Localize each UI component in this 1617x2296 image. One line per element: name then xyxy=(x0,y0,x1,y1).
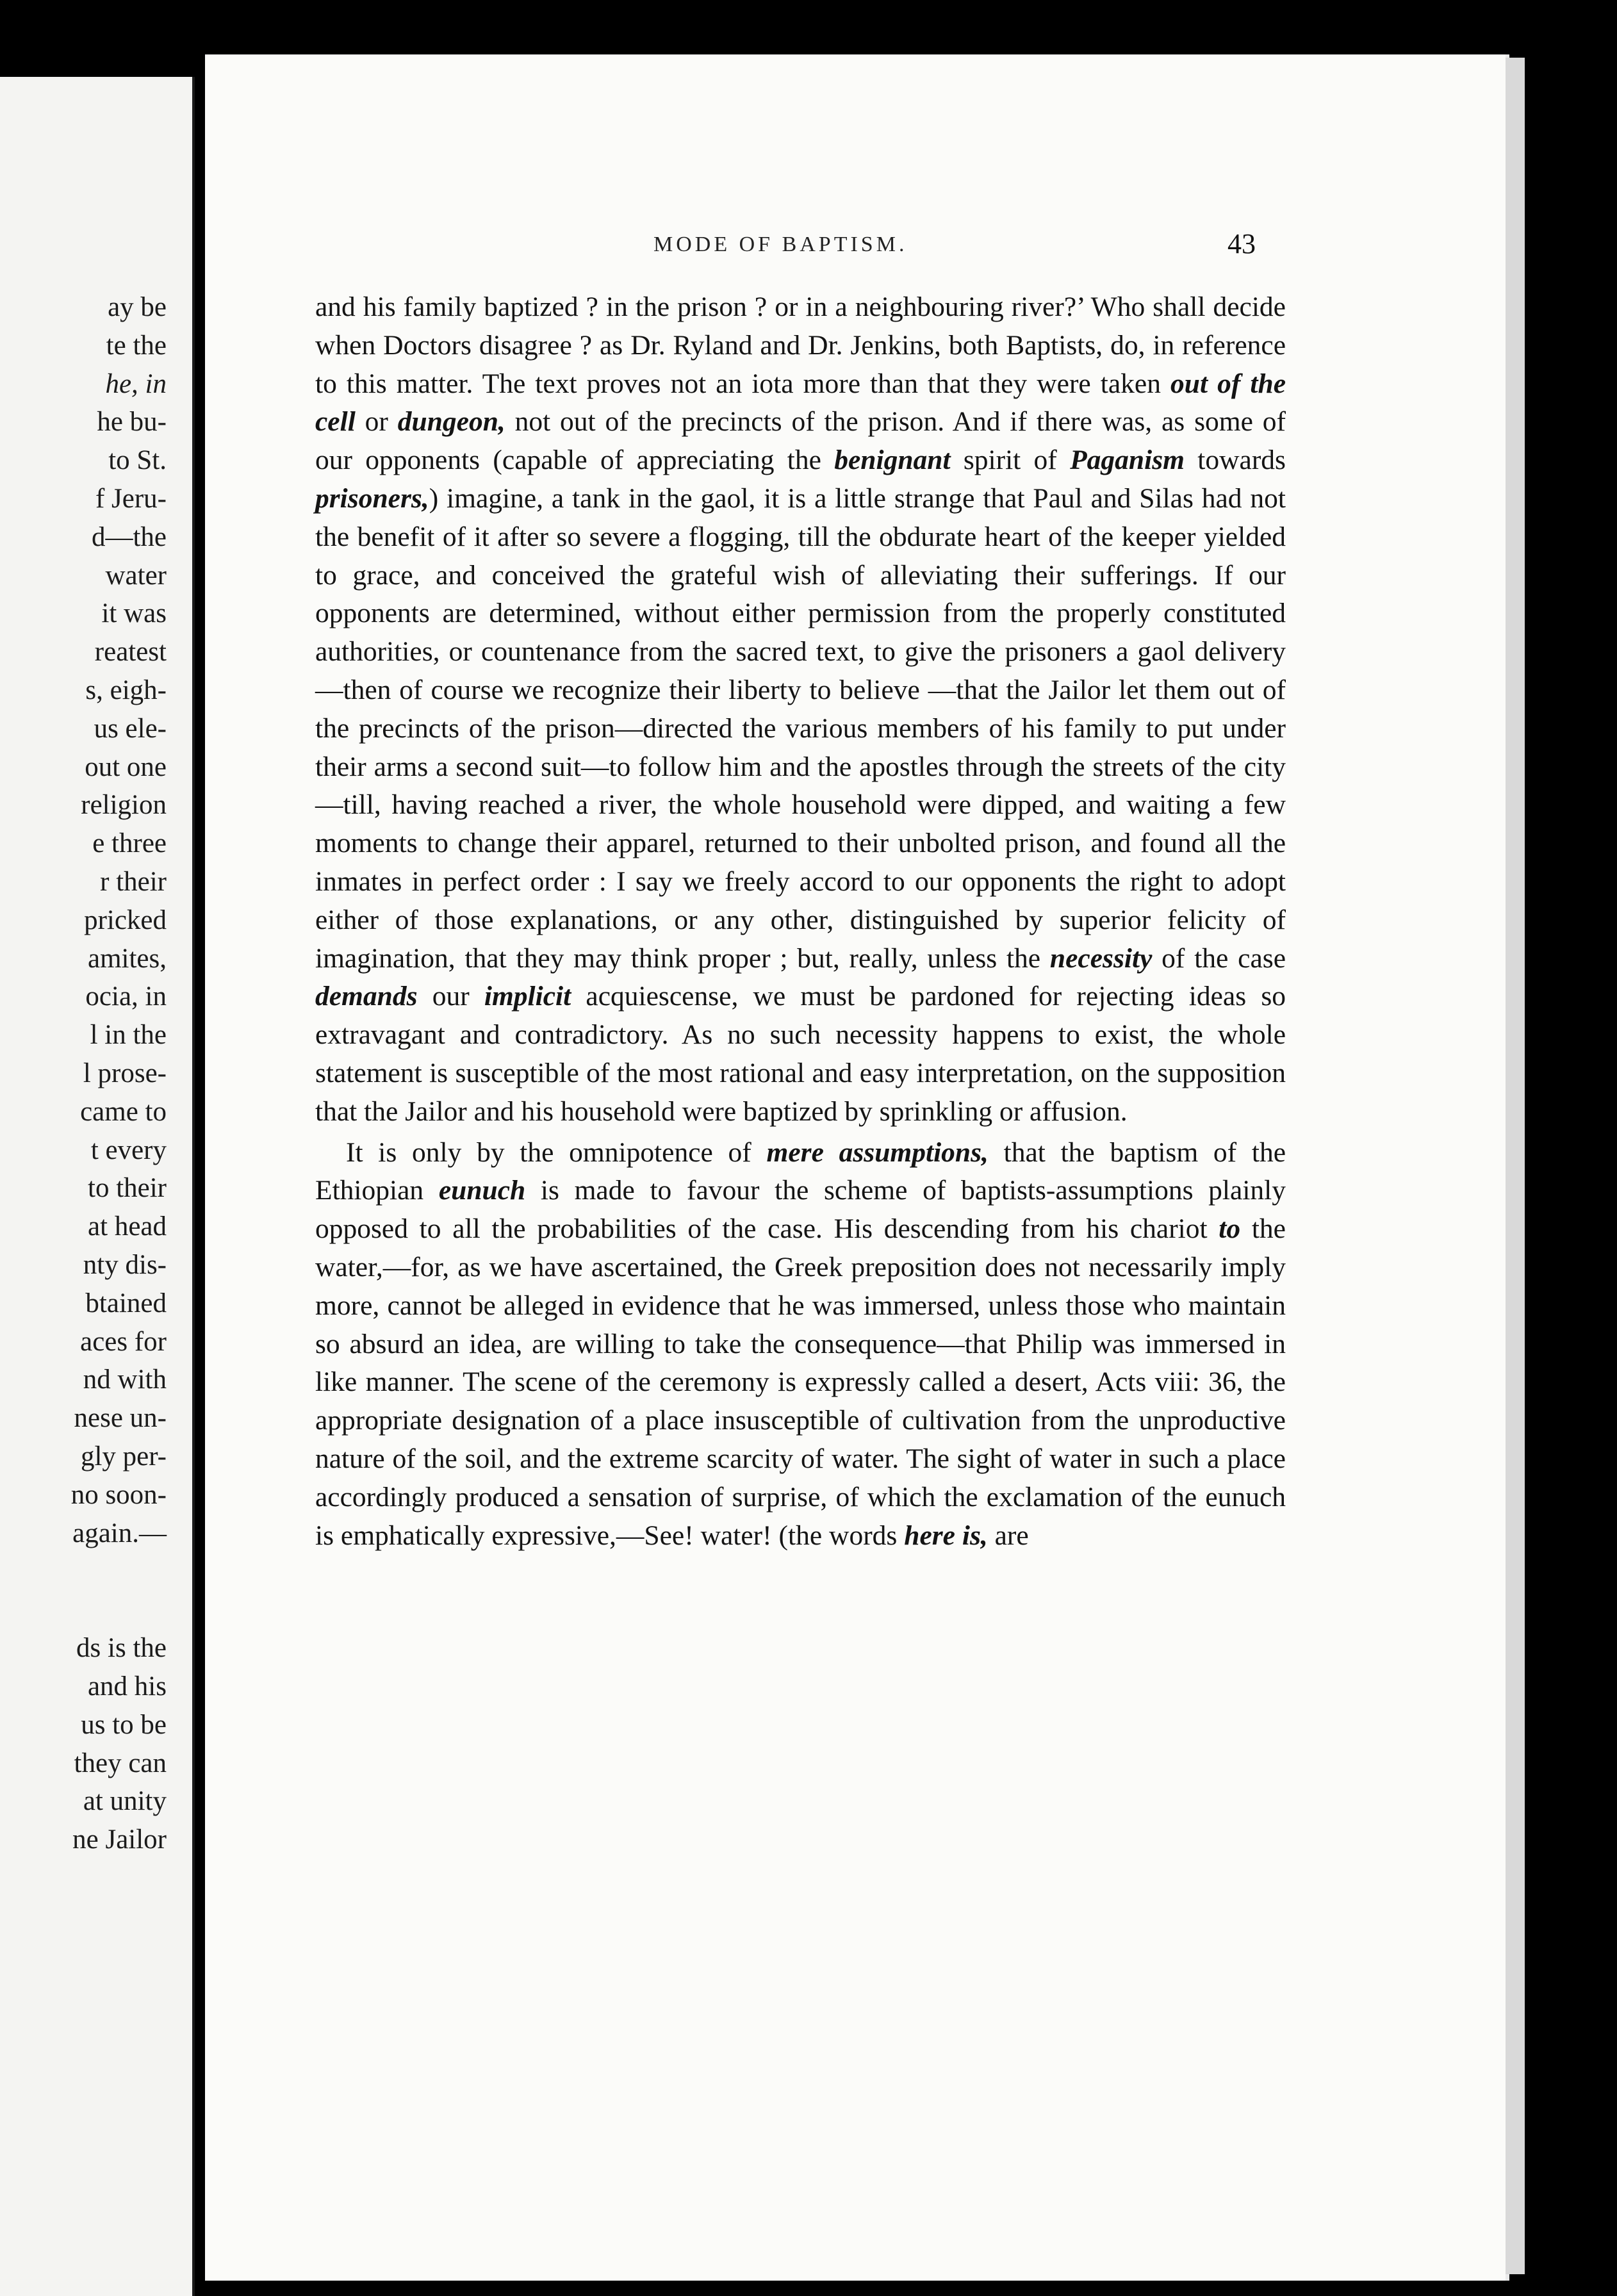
line-fragment: again.— xyxy=(72,1518,167,1548)
line-fragment: and his xyxy=(87,1671,167,1702)
page-edge-shadow xyxy=(1506,58,1525,2274)
line-fragment: at unity xyxy=(83,1786,167,1817)
line-fragment: ds is the xyxy=(76,1633,167,1664)
italic-run: benignant xyxy=(834,445,951,476)
text-run: or xyxy=(355,406,398,438)
previous-page-fragment xyxy=(0,77,195,2296)
line-fragment: s, eigh- xyxy=(85,675,167,705)
page-body xyxy=(315,288,1286,1555)
text-run: are xyxy=(987,1520,1029,1551)
italic-run: mere assumptions, xyxy=(766,1136,989,1168)
line-fragment: l prose- xyxy=(83,1058,167,1088)
italic-run: to xyxy=(1219,1213,1241,1245)
line-fragment: came to xyxy=(80,1096,167,1127)
line-fragment: he, in xyxy=(105,368,167,399)
line-fragment: aces for xyxy=(80,1326,167,1357)
text-run: of the case xyxy=(1152,942,1286,974)
line-fragment: religion xyxy=(81,790,167,821)
line-fragment: at head xyxy=(88,1211,167,1242)
line-fragment: te the xyxy=(106,330,167,361)
line-fragment: ne Jailor xyxy=(72,1824,167,1855)
line-fragment: d—the xyxy=(91,521,167,552)
line-fragment: amites, xyxy=(88,943,167,974)
book-page xyxy=(205,54,1506,2281)
text-run: that the baptism of the Ethiopian xyxy=(315,1136,1286,1206)
paragraph xyxy=(315,1134,1286,1555)
line-fragment: pricked xyxy=(84,905,167,935)
line-fragment: nese un- xyxy=(74,1403,167,1434)
text-run: spirit of xyxy=(950,445,1071,476)
line-fragment: it was xyxy=(101,598,167,629)
line-fragment: l in the xyxy=(90,1020,167,1051)
text-run: not out of the precincts of the prison. And if there was, as some of our opponents (capable of appreciating the xyxy=(315,406,1286,476)
line-fragment: water xyxy=(105,560,167,591)
line-fragment: they can xyxy=(74,1748,167,1778)
italic-run: necessity xyxy=(1049,942,1153,974)
text-run: towards xyxy=(1184,445,1286,476)
line-fragment: f Jeru- xyxy=(95,483,167,514)
line-fragment: nd with xyxy=(83,1365,167,1395)
line-fragment: t every xyxy=(90,1135,167,1165)
line-fragment: reatest xyxy=(94,637,167,668)
line-fragment: nty dis- xyxy=(83,1249,167,1280)
line-fragment: he bu- xyxy=(97,407,167,438)
text-run: It is only by the omnipotence of xyxy=(346,1136,767,1168)
line-fragment: to their xyxy=(88,1173,167,1204)
text-run: is made to favour the scheme of baptists-assumptions plainly opposed to all the probabilities of the case. His descending from his chariot xyxy=(315,1175,1286,1245)
line-fragment: r their xyxy=(100,866,167,897)
previous-page-line-endings xyxy=(71,288,167,1859)
line-fragment: us ele- xyxy=(94,713,167,744)
italic-run: Paganism xyxy=(1070,445,1185,476)
line-fragment: out one xyxy=(85,751,167,782)
blank-gap xyxy=(71,1552,167,1629)
text-run: the water,—for, as we have ascertained, the Greek preposition does not necessarily imply more, cannot be alleged in evidence that he was immersed, unless those who maintain so absurd an idea, are willing to take the consequence—that Philip was immersed in like manner. The scene of the ceremony is expressly called a desert, Acts viii: 36, the appropriate designation of a place insusceptible of cultivation from the unproductive nature of the soil, and the extreme scarcity of water. The sight of water in such a place accordingly produced a sensation of surprise, of which the exclamation of the eunuch is emphatically expressive,—See! water! (the words xyxy=(315,1213,1286,1551)
text-run: and his family baptized ? in the prison ? or in a neighbouring river?’ Who shall decide when Doctors disagree ? as Dr. Ryland and Dr. Jenkins, both Baptists, do, in reference to this matter. The text proves not an iota more than that they were taken xyxy=(315,291,1286,399)
line-fragment: ay be xyxy=(108,292,167,322)
text-run: ) imagine, a tank in the gaol, it is a little strange that Paul and Silas had not the benefit of it after so severe a flogging, till the obdurate heart of the keeper yielded to grace, and conceived the grateful wish of alleviating their sufferings. If our opponents are determined, without either permission from the properly constituted authorities, or countenance from the sacred text, to give the prisoners a gaol delivery—then of course we recognize their liberty to believe —that the Jailor let them out of the precincts of the prison—directed the various members of his family to put under their arms a second suit—to follow him and the apostles through the streets of the city—till, having reached a river, the whole household were dipped, and waiting a few moments to change their apparel, returned to their unbolted prison, and found all the inmates in perfect order : I say we freely accord to our opponents the right to adopt either of those explanations, or any other, distinguished by superior felicity of imagination, that they may think proper ; but, really, unless the xyxy=(315,482,1286,974)
text-run: our xyxy=(417,981,484,1012)
line-fragment: gly per- xyxy=(80,1441,167,1472)
line-fragment: btained xyxy=(85,1288,167,1318)
line-fragment: ocia, in xyxy=(85,981,167,1012)
paragraph xyxy=(315,288,1286,1131)
italic-run: dungeon, xyxy=(397,406,505,438)
running-title: MODE OF BAPTISM. xyxy=(653,233,908,256)
italic-run: out of the cell xyxy=(315,368,1286,438)
italic-run: eunuch xyxy=(438,1175,526,1206)
line-fragment: no soon- xyxy=(70,1479,167,1510)
line-fragment: e three xyxy=(92,828,167,859)
text-run: acquiescense, we must be pardoned for rejecting ideas so extravagant and contradictory. As no such necessity happens to exist, the whole statement is susceptible of the most rational and easy interpretation, on the supposition that the Jailor and his household were baptized by sprinkling or affusion. xyxy=(315,981,1286,1127)
italic-run: implicit xyxy=(484,981,571,1012)
italic-run: here is, xyxy=(904,1520,988,1551)
page-number: 43 xyxy=(1227,228,1256,259)
italic-run: prisoners, xyxy=(315,482,429,514)
italic-run: demands xyxy=(315,981,418,1012)
line-fragment: to St. xyxy=(108,445,167,476)
line-fragment: us to be xyxy=(81,1709,167,1740)
